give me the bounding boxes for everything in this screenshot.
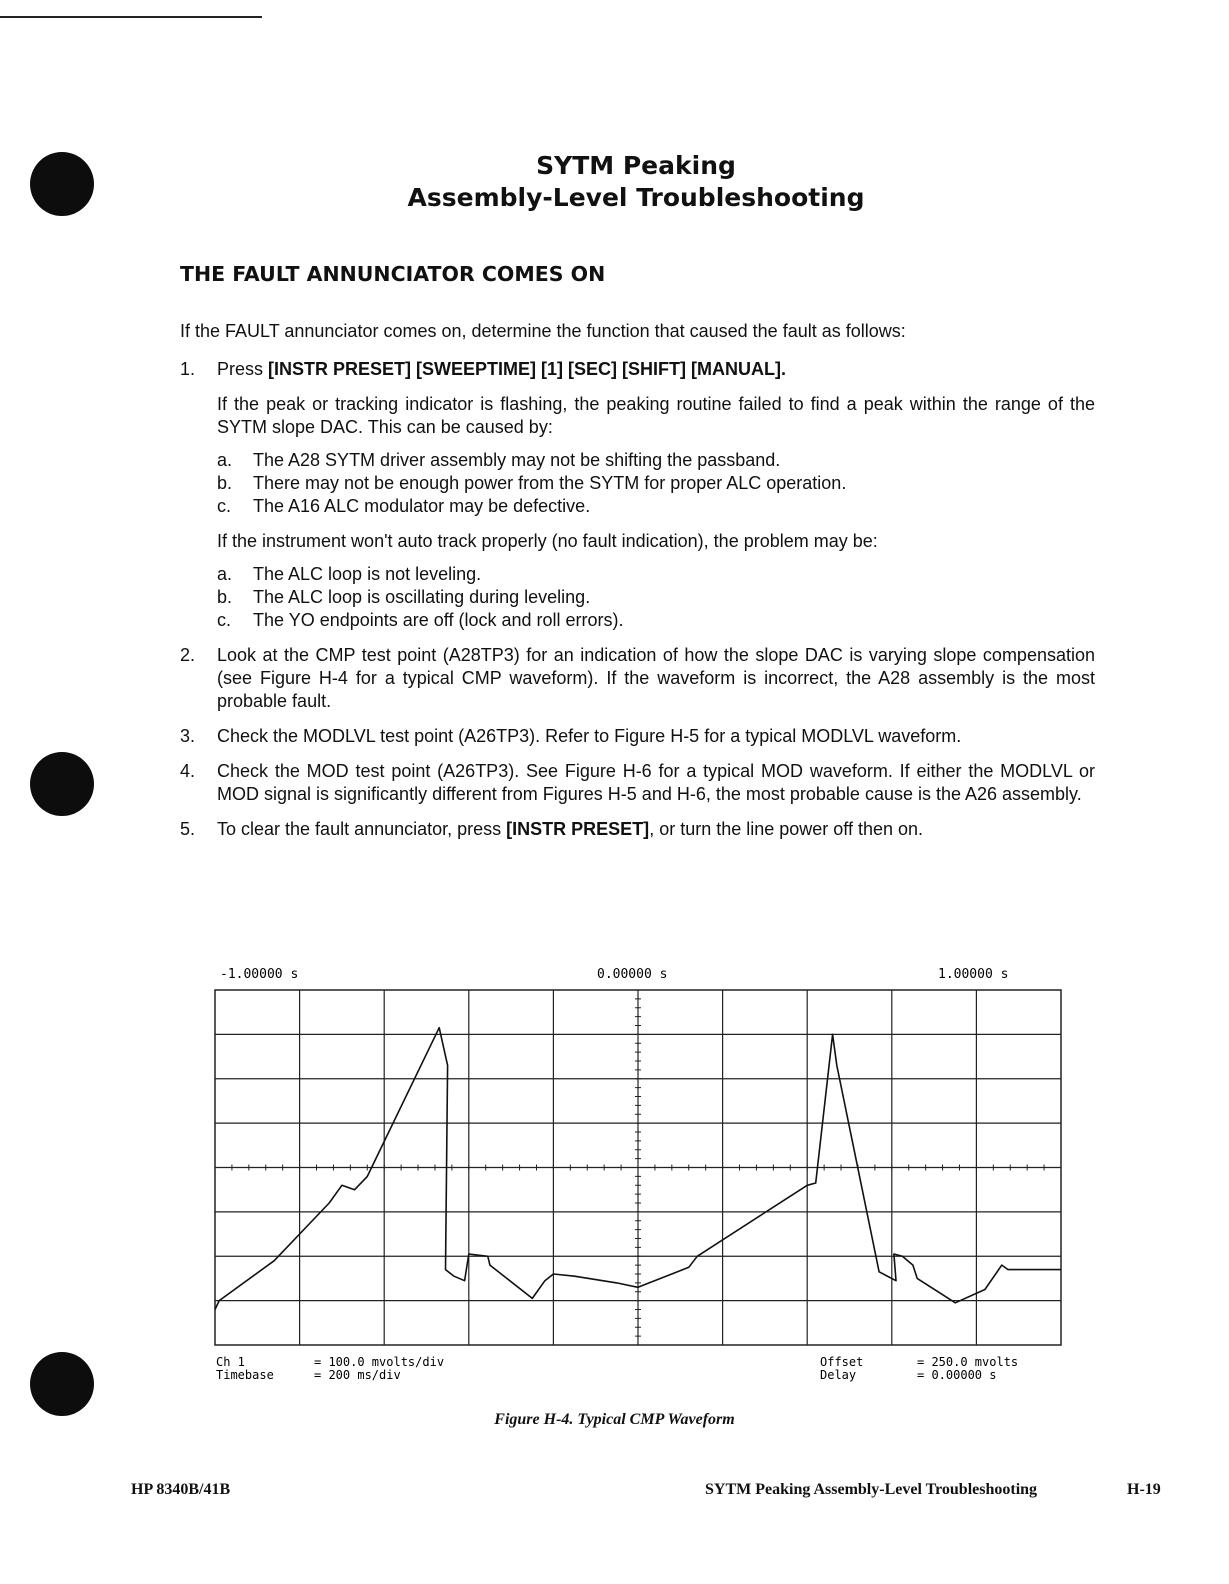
list-text: The A16 ALC modulator may be defective.	[253, 496, 591, 516]
step-1-lead: Press	[217, 359, 269, 379]
step-number: 4.	[180, 761, 196, 781]
footer-section-title: SYTM Peaking Assembly-Level Troubleshooting	[705, 1481, 1038, 1498]
offset-label: Offset	[820, 1355, 864, 1369]
step-number: 1.	[180, 359, 196, 379]
list-letter: a.	[217, 450, 233, 470]
step-5-tail: , or turn the line power off then on.	[649, 819, 924, 839]
step-1-keys: [INSTR PRESET] [SWEEPTIME] [1] [SEC] [SHIFT] [MANUAL].	[268, 359, 786, 379]
step-5-lead: To clear the fault annunciator, press	[217, 819, 507, 839]
list-text: There may not be enough power from the SYTM for proper ALC operation.	[253, 473, 847, 493]
timebase-value: = 200 ms/div	[314, 1368, 401, 1382]
channel-value: = 100.0 mvolts/div	[314, 1355, 445, 1369]
step-number: 3.	[180, 726, 196, 746]
step-1-paragraph-2: If the instrument won't auto track properly (no fault indication), the problem may be:	[217, 531, 878, 551]
title-line-1: SYTM Peaking	[536, 151, 736, 180]
step-2-text: Look at the CMP test point (A28TP3) for an indication of how the slope DAC is varying slope compensation (see Figure H-4 for a typical CMP waveform). If the waveform is incorrect, the A28 assembly is the most probable fault.	[217, 645, 1095, 711]
list-letter: b.	[217, 587, 233, 607]
list-letter: a.	[217, 564, 233, 584]
list-text: The A28 SYTM driver assembly may not be shifting the passband.	[253, 450, 781, 470]
list-text: The ALC loop is not leveling.	[253, 564, 482, 584]
time-label-left: -1.00000 s	[220, 967, 299, 982]
section-heading: THE FAULT ANNUNCIATOR COMES ON	[180, 262, 606, 286]
step-number: 2.	[180, 645, 196, 665]
list-letter: c.	[217, 496, 232, 516]
time-label-right: 1.00000 s	[938, 967, 1009, 982]
offset-value: = 250.0 mvolts	[917, 1355, 1019, 1369]
footer-model: HP 8340B/41B	[131, 1481, 231, 1498]
delay-value: = 0.00000 s	[917, 1368, 997, 1382]
step-number: 5.	[180, 819, 196, 839]
time-label-center: 0.00000 s	[597, 967, 668, 982]
step-3-text: Check the MODLVL test point (A26TP3). Refer to Figure H-5 for a typical MODLVL waveform.	[217, 726, 962, 746]
list-text: The YO endpoints are off (lock and roll errors).	[253, 610, 624, 630]
list-text: The ALC loop is oscillating during leveling.	[253, 587, 591, 607]
step-4-text: Check the MOD test point (A26TP3). See Figure H-6 for a typical MOD waveform. If either the MODLVL or MOD signal is significantly different from Figures H-5 and H-6, the most probable cause is the A26 assembly.	[217, 761, 1095, 804]
intro-paragraph: If the FAULT annunciator comes on, determine the function that caused the fault as follows:	[180, 321, 906, 341]
channel-label: Ch 1	[216, 1355, 245, 1369]
title-line-2: Assembly-Level Troubleshooting	[407, 183, 865, 212]
step-5-keys: [INSTR PRESET]	[506, 819, 650, 839]
step-1-paragraph-1: If the peak or tracking indicator is flashing, the peaking routine failed to find a peak within the range of the SYTM slope DAC. This can be caused by:	[217, 394, 1095, 437]
list-letter: c.	[217, 610, 232, 630]
footer-page-number: H-19	[1127, 1481, 1161, 1498]
delay-label: Delay	[820, 1368, 857, 1382]
timebase-label: Timebase	[216, 1368, 274, 1382]
list-letter: b.	[217, 473, 233, 493]
figure-caption: Figure H-4. Typical CMP Waveform	[494, 1411, 735, 1428]
